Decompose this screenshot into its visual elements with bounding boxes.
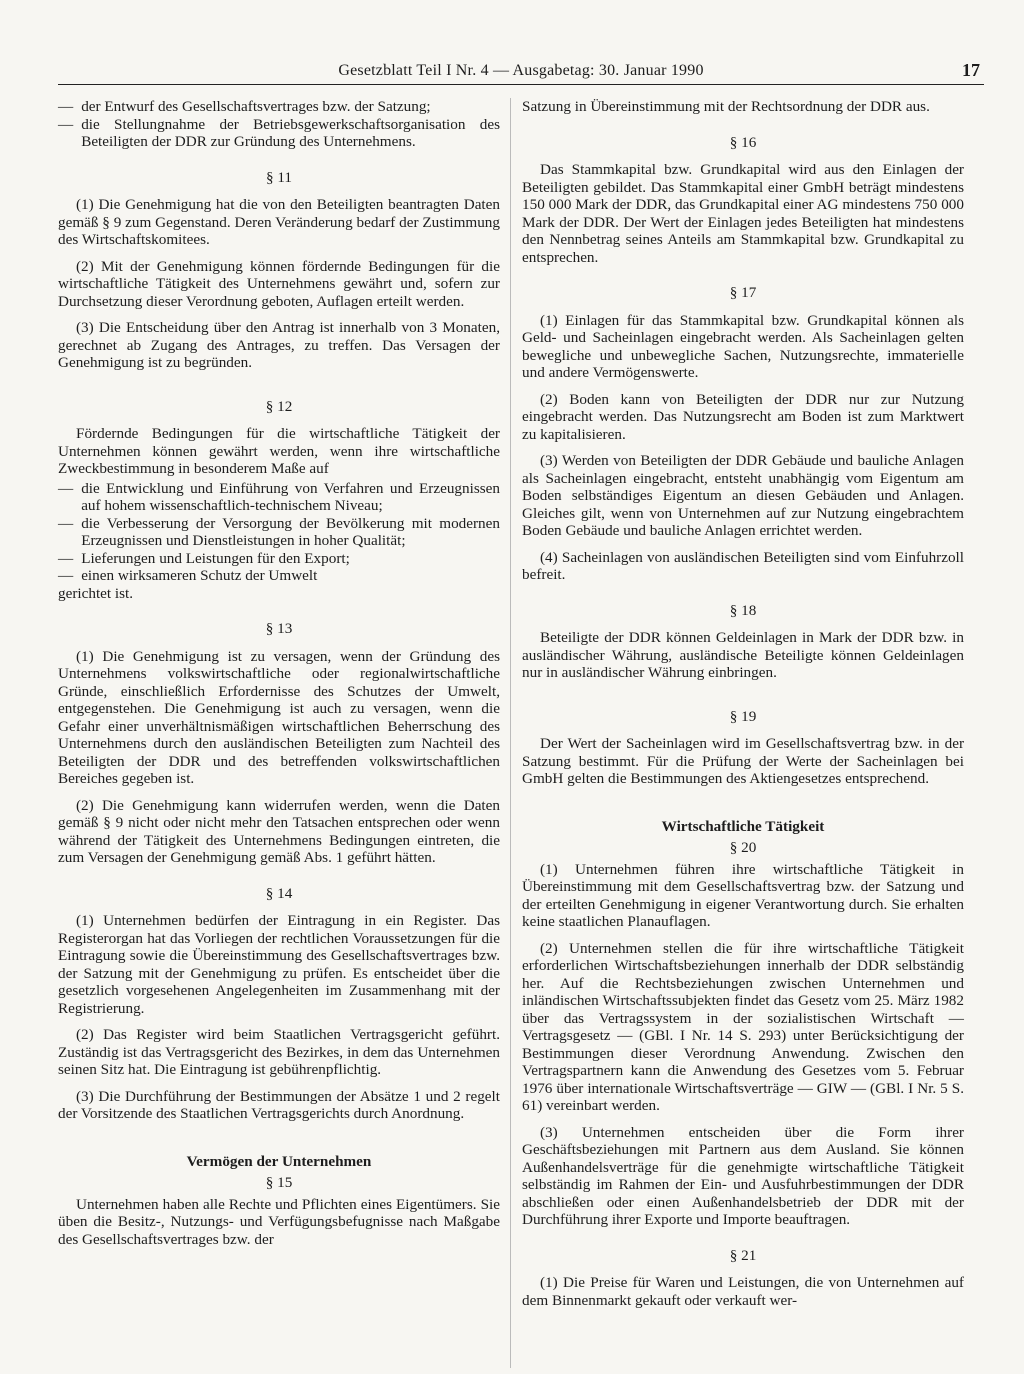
section-heading-15: § 15 — [265, 1174, 293, 1191]
paragraph: Beteiligte der DDR können Geldeinlagen in Mark der DDR bzw. in ausländischer Währung, ausländische Beteiligte können Geldeinlagen nur in ausländischer Währung einbringen. — [522, 629, 964, 681]
section-heading-11: § 11 — [265, 168, 292, 186]
paragraph: (1) Die Preise für Waren und Leistungen, die von Unternehmen auf dem Binnenmarkt gekauft oder verkauft wer- — [522, 1274, 964, 1309]
paragraph: (1) Die Genehmigung ist zu versagen, wenn der Gründung des Unternehmens volkswirtschaftliche oder regionalwirtschaftliche Gründe, einschließlich Erfordernisse des Schutzes der Umwelt, entgegenstehen. Die Genehmigung ist auch zu versagen, wenn die Gefahr einer unverhältnismäßigen wirtschaftlichen Beherrschung des Unternehmens durch den ausländischen Beteiligten zum Nachteil des Beteiligten der DDR und des betreffenden volkswirtschaftlichen Bereiches gegeben ist. — [58, 647, 500, 787]
paragraph: Der Wert der Sacheinlagen wird im Gesellschaftsvertrag bzw. in der Satzung bestimmt. Für die Prüfung der Werte der Sacheinlagen bei GmbH gelten die Bestimmungen des Aktiengesetzes entsprechend. — [522, 735, 964, 787]
list-item: — Lieferungen und Leistungen für den Export; — [58, 549, 350, 567]
paragraph: (1) Unternehmen bedürfen der Eintragung in ein Register. Das Registerorgan hat das Vorliegen der rechtlichen Voraussetzungen für die Eintragung sowie die Übereinstimmung des Gesellschaftsvertrages bzw. der Satzung mit der Genehmigung zu prüfen. Es entscheidet über die gesetzlich vorgesehenen Angelegenheiten im Zusammenhang mit der Registrierung. — [58, 912, 500, 1017]
left-column — [58, 98, 500, 1257]
header-title: Gesetzblatt Teil I Nr. 4 — Ausgabetag: 30. Januar 1990 — [338, 62, 704, 79]
section-heading-18: § 18 — [729, 601, 757, 619]
section-title-wirtschaft: Wirtschaftliche Tätigkeit — [661, 817, 825, 835]
paragraph: (4) Sacheinlagen von ausländischen Beteiligten sind vom Einfuhrzoll befreit. — [522, 548, 964, 583]
section-heading-13: § 13 — [265, 620, 293, 637]
list-item: — der Entwurf des Gesellschaftsvertrages bzw. der Satzung; — [58, 98, 431, 115]
list-item: — einen wirksameren Schutz der Umwelt — [58, 567, 318, 584]
paragraph: Fördernde Bedingungen für die wirtschaftliche Tätigkeit der Unternehmen können gewährt werden, wenn ihre wirtschaftliche Zweckbestimmung in besonderem Maße auf — [58, 425, 500, 477]
paragraph: (1) Die Genehmigung hat die von den Beteiligten beantragten Daten gemäß § 9 zum Gegenstand. Deren Veränderung bedarf der Zustimmung des Wirtschaftskomitees. — [58, 196, 500, 248]
paragraph: (3) Die Durchführung der Bestimmungen der Absätze 1 und 2 regelt der Vorsitzende des Staatlichen Vertragsgerichts durch Anordnung. — [58, 1087, 500, 1122]
section-heading-20: § 20 — [729, 839, 757, 856]
right-column — [522, 98, 964, 1318]
paragraph: gerichtet ist. — [58, 584, 134, 602]
paragraph: Das Stammkapital bzw. Grundkapital wird aus den Einlagen der Beteiligten gebildet. Das Stammkapital einer GmbH beträgt mindestens 150 000 Mark der DDR, das Grundkapital einer AG mindestens 750 000 Mark der DDR. Der Wert der Einlagen jedes Beteiligten hat mindestens den Nennbetrag seines Anteils am Stammkapital bzw. Grundkapital zu entsprechen. — [522, 161, 964, 266]
list-item: — die Verbesserung der Versorgung der Bevölkerung mit modernen Erzeugnissen und Dienstleistungen in hoher Qualität; — [58, 514, 500, 549]
paragraph: (2) Die Genehmigung kann widerrufen werden, wenn die Daten gemäß § 9 nicht oder nicht mehr den Tatsachen entsprechen oder wenn während der Tätigkeit des Unternehmens Bedingungen eintreten, die zum Versagen der Genehmigung gemäß Abs. 1 geführt hätten. — [58, 796, 500, 866]
paragraph: (3) Werden von Beteiligten der DDR Gebäude und bauliche Anlagen als Sacheinlagen eingebracht, entsteht unabhängig vom Eigentum am Boden selbständiges Eigentum an diesen Gebäuden und Anlagen. Gleiches gilt, wenn von Unternehmen auf zur Nutzung eingebrachtem Boden Gebäude und bauliche Anlagen errichtet werden. — [522, 452, 964, 539]
section-title-vermoegen: Vermögen der Unternehmen — [186, 1152, 372, 1170]
section-heading-14: § 14 — [265, 884, 293, 902]
section-heading-21: § 21 — [729, 1246, 757, 1264]
paragraph: (2) Mit der Genehmigung können fördernde Bedingungen für die wirtschaftliche Tätigkeit des Unternehmens gewährt und, sofern zur Durchsetzung dieser Verordnung geboten, Auflagen erteilt werden. — [58, 257, 500, 310]
list-item: — die Stellungnahme der Betriebsgewerkschaftsorganisation des Beteiligten der DDR zur Gründung des Unternehmens. — [58, 115, 500, 150]
paragraph: Unternehmen haben alle Rechte und Pflichten eines Eigentümers. Sie üben die Besitz-, Nutzungs- und Verfügungsbefugnisse nach Maßgabe des Gesellschaftsvertrages bzw. der — [58, 1195, 500, 1248]
paragraph: (3) Unternehmen entscheiden über die Form ihrer Geschäftsbeziehungen mit Partnern aus dem Ausland. Sie können Außenhandelsverträge für die genehmigte wirtschaftliche Tätigkeit selbständig im Rahmen der Ein- und Ausfuhrbestimmungen der DDR abschließen oder einen Außenhandelsbetrieb der DDR mit der Durchführung ihrer Exporte und Importe beauftragen. — [522, 1123, 964, 1228]
section-heading-16: § 16 — [729, 133, 757, 151]
list-item: — die Entwicklung und Einführung von Verfahren und Erzeugnissen auf hohem wissenschaftlich-technischem Niveau; — [58, 479, 500, 514]
paragraph: (3) Die Entscheidung über den Antrag ist innerhalb von 3 Monaten, gerechnet ab Zugang des Antrages, zu treffen. Das Versagen der Genehmigung ist zu begründen. — [58, 319, 500, 371]
paragraph: (2) Das Register wird beim Staatlichen Vertragsgericht geführt. Zuständig ist das Vertragsgericht des Bezirkes, in dem das Unternehmen seinen Sitz hat. Die Eintragung ist gebührenpflichtig. — [58, 1026, 500, 1078]
paragraph: (2) Unternehmen stellen die für ihre wirtschaftliche Tätigkeit erforderlichen Wirtschaftsbeziehungen innerhalb der DDR selbständig her. Auf die Rechtsbeziehungen zwischen Unternehmen und inländischen Wirtschaftssubjekten findet das Gesetz vom 25. März 1982 über das Vertragssystem in der sozialistischen Wirtschaft — Vertragsgesetz — (GBl. I Nr. 14 S. 293) unter Berücksichtigung der Bestimmungen dieser Verordnung Anwendung. Zwischen den Vertragspartnern kann die Anwendung des Gesetzes vom 5. Februar 1976 über internationale Wirtschaftsverträge — GIW — (GBl. I Nr. 5 S. 61) vereinbart werden. — [522, 939, 964, 1114]
section-heading-19: § 19 — [729, 707, 757, 725]
page-header — [58, 58, 984, 85]
page-number: 17 — [962, 60, 980, 80]
paragraph: (1) Unternehmen führen ihre wirtschaftliche Tätigkeit in Übereinstimmung mit dem Gesellschaftsvertrag bzw. der Satzung und der erteilten Genehmigung in eigener Verantwortung durch. Sie erhalten keine staatlichen Planauflagen. — [522, 860, 964, 930]
section-heading-17: § 17 — [729, 284, 757, 301]
paragraph: Satzung in Übereinstimmung mit der Rechtsordnung der DDR aus. — [522, 98, 930, 115]
paragraph: (1) Einlagen für das Stammkapital bzw. Grundkapital können als Geld- und Sacheinlagen eingebracht werden. Als Sacheinlagen gelten bewegliche und unbewegliche Sachen, Nutzungsrechte, immaterielle und andere Vermögenswerte. — [522, 311, 964, 381]
section-heading-12: § 12 — [265, 397, 293, 415]
paragraph: (2) Boden kann von Beteiligten der DDR nur zur Nutzung eingebracht werden. Das Nutzungsrecht am Boden ist zum Marktwert zu kapitalisieren. — [522, 390, 964, 443]
column-divider — [510, 98, 511, 1368]
